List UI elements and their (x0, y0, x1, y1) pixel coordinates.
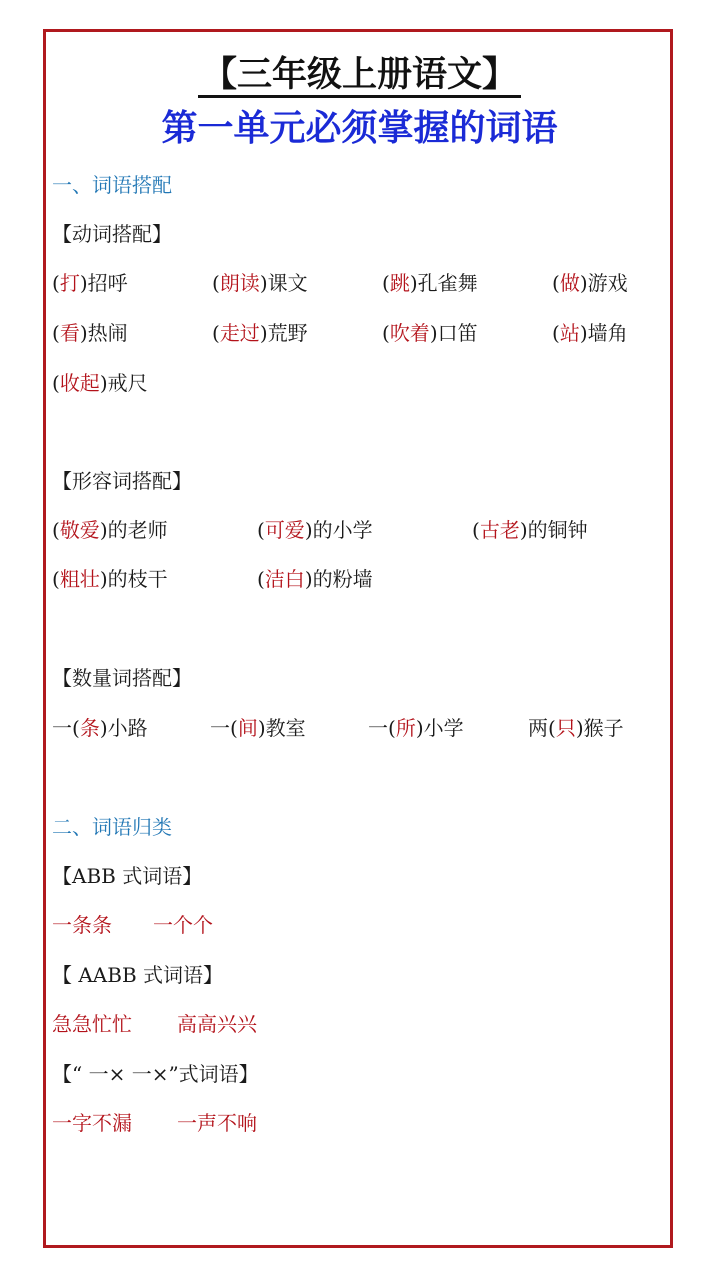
quantity-item: 一(所)小学 (368, 716, 464, 740)
verb-item: (打)招呼 (52, 271, 128, 295)
verb-heading: 【动词搭配】 (52, 222, 172, 246)
section2-heading: 二、词语归类 (52, 815, 172, 839)
adjective-item: (洁白)的粉墙 (257, 567, 373, 591)
yixyix-word: 一字不漏 (52, 1111, 132, 1135)
adjective-item: (粗壮)的枝干 (52, 567, 168, 591)
verb-item: (跳)孔雀舞 (382, 271, 478, 295)
adjective-item: (敬爱)的老师 (52, 518, 168, 542)
quantity-item: 两(只)猴子 (528, 716, 624, 740)
page-title: 【三年级上册语文】 (0, 52, 719, 98)
aabb-heading: 【 AABB 式词语】 (52, 963, 223, 987)
section1-heading: 一、词语搭配 (52, 173, 172, 197)
adjective-item: (古老)的铜钟 (472, 518, 588, 542)
verb-item: (看)热闹 (52, 321, 128, 345)
verb-item: (做)游戏 (552, 271, 628, 295)
verb-item: (吹着)口笛 (382, 321, 478, 345)
abb-heading: 【ABB 式词语】 (52, 864, 203, 888)
verb-item: (收起)戒尺 (52, 371, 148, 395)
quantity-item: 一(间)教室 (210, 716, 306, 740)
abb-word: 一个个 (153, 913, 213, 937)
yixyix-word: 一声不响 (177, 1111, 257, 1135)
verb-item: (站)墙角 (552, 321, 628, 345)
quantity-item: 一(条)小路 (52, 716, 148, 740)
quantity-heading: 【数量词搭配】 (52, 666, 192, 690)
verb-item: (朗读)课文 (212, 271, 308, 295)
yixyix-heading: 【“ 一× 一×”式词语】 (52, 1062, 259, 1086)
adjective-heading: 【形容词搭配】 (52, 469, 192, 493)
page-subtitle: 第一单元必须掌握的词语 (161, 108, 558, 149)
verb-item: (走过)荒野 (212, 321, 308, 345)
adjective-item: (可爱)的小学 (257, 518, 373, 542)
aabb-word: 急急忙忙 (52, 1012, 132, 1036)
abb-word: 一条条 (52, 913, 112, 937)
aabb-word: 高高兴兴 (177, 1012, 257, 1036)
